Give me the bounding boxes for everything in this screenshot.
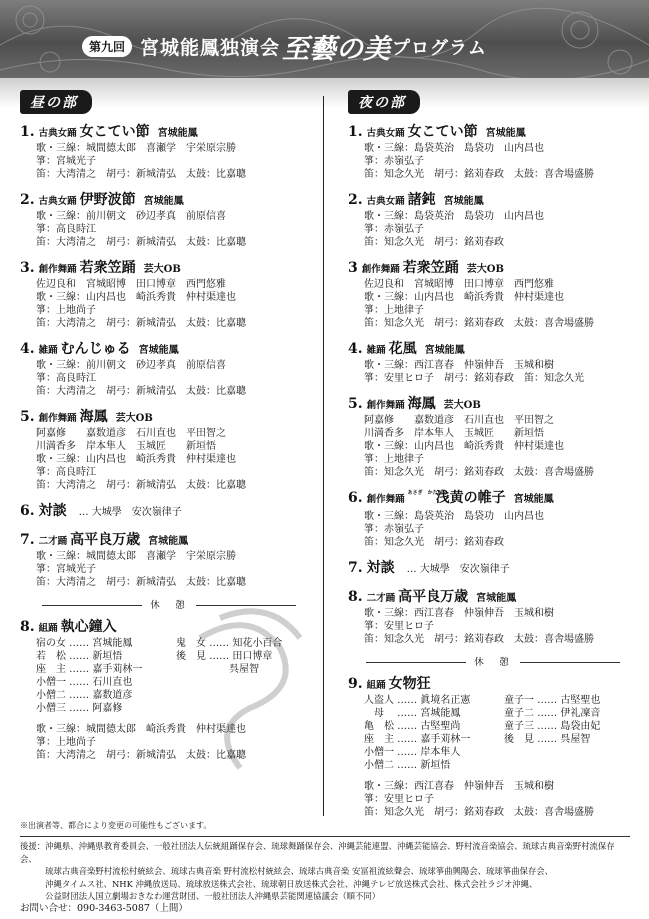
evening-heading: 夜の部 [348,90,420,114]
taidan-item: 7. 対談 … 大城學 安次嶺律子 [348,560,510,576]
item-title: 伊野波節 [79,192,136,208]
cast-row [364,707,638,720]
cast-entry [504,759,634,772]
item-heading [348,490,638,510]
title-brush: 至藝の美 [282,34,391,65]
credit-line: 笛：知念久光 胡弓：銘苅春政 太鼓：喜舎場盛勝 [364,467,594,478]
item-heading [348,192,638,210]
item-number: 2. [20,192,35,208]
sponsors-list [20,836,630,903]
cast-entry: 人盗人 …… 眞境名正憲 [364,695,471,706]
credit-line: 箏：上地律子 [364,305,424,316]
item-performer: 宮城能鳳 [148,536,189,547]
program-item [348,490,638,549]
item-title: 女こてい節 [79,124,150,140]
intermission: 休 憩 [20,597,318,611]
credit-line: 箏：安里ヒロ子 [364,621,434,632]
program-item [348,341,638,385]
credit-line: 阿嘉修 嘉数道彦 石川直也 平田智之 [364,415,554,426]
item-genre: 創作舞踊 [38,264,77,275]
item-title: 海鳳 [407,396,436,412]
cast-row [36,702,318,715]
credit-line: 箏：上地尚子 [36,737,96,748]
credit-line: 笛：知念久光 胡弓：銘苅春政 [364,537,504,548]
cast-entry [176,689,306,702]
cast-entry: 宿の女 …… 宮城能鳳 [36,638,133,649]
item-number: 6. [348,490,363,506]
program-item [20,260,318,330]
program-item [348,124,638,181]
cast-row [364,694,638,707]
cast-entry [504,746,634,759]
item-number: 3 [348,260,358,276]
cast-entry: 後 見 …… 呉屋智 [504,734,591,745]
credit-line: 箏：赤嶺弘子 [364,156,424,167]
title-suffix: プログラム [392,37,487,59]
item-number: 5. [20,409,35,425]
cast-entry: 童子二 …… 伊礼凜音 [504,708,601,719]
title-main: 宮城能鳳独演会 [140,37,281,59]
credit-line: 箏：宮城光子 [36,564,96,575]
item-heading [20,409,318,427]
item-title: 高平良万歳 [398,589,469,605]
item-title: 諸鈍 [407,192,436,208]
item-performer: 宮城能鳳 [513,494,554,505]
item-performer: 宮城能鳳 [476,593,517,604]
credit-line: 歌・三線：山内昌也 崎浜秀貴 仲村渠達也 [36,292,236,303]
item-title: 浅黄の帷子 [435,490,506,506]
title-furigana: あさぎ かたびら [407,490,448,496]
credit-line: 笛：知念久光 胡弓：銘苅春政 太鼓：喜舎場盛勝 [364,318,594,329]
item-performer: 芸大OB [115,413,153,424]
item-title: むんじゅる [60,341,131,357]
credit-line: 箏：安里ヒロ子 胡弓：銘苅春政 笛：知念久光 [364,373,584,384]
credit-line: 笛：知念久光 胡弓：銘苅春政 太鼓：喜舎場盛勝 [364,807,594,818]
item-heading [20,341,318,359]
item-genre: 雑踊 [366,345,386,356]
item-number: 7. [20,532,35,548]
credit-line: 歌・三線：山内昌也 崎浜秀貴 仲村渠達也 [364,441,564,452]
contact-info: お問い合せ：090-3463-5087（上間） [20,903,188,914]
cast-row [36,663,318,676]
item-performer: 宮城能鳳 [443,196,484,207]
program-item [348,260,638,330]
item-genre: 創作舞踊 [361,264,400,275]
item-performer: 宮城能鳳 [138,345,179,356]
cast-row [364,759,638,772]
credit-line: 箏：高良時江 [36,373,96,384]
program-item [348,192,638,249]
item-number: 4. [348,341,363,357]
cast-entry: 小僧二 …… 新垣悟 [364,760,451,771]
credit-line: 笛：大湾清之 胡弓：新城清弘 太鼓：比嘉聰 [36,318,246,329]
credit-line: 箏：安里ヒロ子 [364,794,434,805]
item-genre: 雑踊 [38,345,58,356]
cast-entry [176,676,306,689]
edition-badge: 第九回 [82,36,132,57]
item-heading [348,260,638,278]
cast-list [348,694,638,772]
sponsor-line: 琉球古典音楽野村流松村統絃会、琉球古典音楽 野村流松村統絃会、琉球古典音楽 安冨祖流絃聲会、琉球箏曲興陽会、琉球箏曲保存会、 [20,866,553,876]
credit-line: 歌・三線：城間德太郎 喜瀬学 宇栄原宗勝 [36,551,236,562]
cast-entry: 座 主 …… 嘉手苅林一 [36,664,143,675]
cast-row [364,746,638,759]
sponsor-line: 後援：沖縄県、沖縄県教育委員会、一般社団法人伝統組踊保存会、琉球舞踊保存会、沖縄芸能連盟、沖縄芸能協会、野村流音楽協会、琉球古典音楽野村流保存会、 [20,841,615,864]
credit-line: 川満香多 岸本隼人 玉城匠 新垣悟 [364,428,544,439]
program-item [20,409,318,492]
item-performer: 芸大OB [143,264,181,275]
item-genre: 創作舞踊 [366,400,405,411]
cast-row [36,689,318,702]
cast-entry [176,702,306,715]
intermission: 休 憩 [348,654,638,668]
cast-row [36,637,318,650]
item-genre: 古典女踊 [366,196,405,207]
cast-entry: 鬼 女 …… 知花小百合 [176,638,283,649]
item-title: 若衆笠踊 [79,260,136,276]
credit-line: 箏：宮城光子 [36,156,96,167]
item-genre: 二才踊 [38,536,68,547]
credit-line: 笛：大湾清之 胡弓：新城清弘 太鼓：比嘉聰 [36,577,246,588]
item-genre: 古典女踊 [366,128,405,139]
item-title: 花風 [388,341,417,357]
credit-line: 歌・三線：城間德太郎 崎浜秀貴 仲村渠達也 [36,724,246,735]
program-item [20,341,318,398]
credit-line: 箏：赤嶺弘子 [364,224,424,235]
sponsor-line: 沖縄タイムス社、NHK 沖縄放送局、琉球放送株式会社、琉球朝日放送株式会社、沖縄テレビ放送株式会社、株式会社ラジオ沖縄、 [20,878,538,889]
credit-line: 笛：大湾清之 胡弓：新城清弘 太鼓：比嘉聰 [36,169,246,180]
program-item [20,192,318,249]
credit-line: 歌・三線：山内昌也 崎浜秀貴 仲村渠達也 [36,454,236,465]
item-genre: 古典女踊 [38,196,77,207]
credit-line: 笛：知念久光 胡弓：銘苅春政 [364,237,504,248]
item-heading [20,532,318,550]
item-performer: 芸大OB [443,400,481,411]
item-heading [20,192,318,210]
cast-entry: 亀 松 …… 古堅聖尚 [364,721,461,732]
item-performer: 芸大OB [466,264,504,275]
program-item [348,396,638,479]
credit-line: 笛：大湾清之 胡弓：新城清弘 太鼓：比嘉聰 [36,750,246,761]
taidan-item: 6. 対談 … 大城學 安次嶺律子 [20,503,182,519]
item-title: 高平良万歳 [70,532,141,548]
credit-line: 佐辺良和 宮城昭博 田口博章 西門悠雅 [36,279,226,290]
program-title [82,27,487,66]
kumiodori-item: 8. 組踊 執心鐘入 宿の女 …… 宮城能鳳 鬼 女 …… 知花小百合 若 松 …… 新垣悟 後 見 …… 田口博章 座 主 …… 嘉手苅林一 呉屋智 小僧一 …… 石川直也 小僧二 …… 嘉数道彦 小僧三 …… 阿嘉修 歌・三線：城間德太郎 崎浜秀貴 仲村渠達也 箏：上地尚子 笛：大湾清之 胡弓：新城清弘 太鼓：比嘉聰 [20,619,318,762]
cast-entry: 童子三 …… 島袋由妃 [504,721,601,732]
item-genre: 二才踊 [366,593,396,604]
program-item [348,589,638,646]
cast-row [364,720,638,733]
item-number: 5. [348,396,363,412]
cast-entry: 小僧三 …… 阿嘉修 [36,703,123,714]
item-number: 3. [20,260,35,276]
header-banner [0,0,649,78]
credit-line: 箏：高良時江 [36,224,96,235]
credit-line: 箏：上地尚子 [36,305,96,316]
credit-line: 笛：大湾清之 胡弓：新城清弘 太鼓：比嘉聰 [36,480,246,491]
item-number: 4. [20,341,35,357]
credit-line: 箏：赤嶺弘子 [364,524,424,535]
credit-line: 歌・三線：山内昌也 崎浜秀貴 仲村渠達也 [364,292,564,303]
cast-entry: 小僧二 …… 嘉数道彦 [36,690,133,701]
cast-entry: 呉屋智 [176,664,260,675]
cast-entry: 若 松 …… 新垣悟 [36,651,123,662]
item-number: 8. [348,589,363,605]
credit-line: 佐辺良和 宮城昭博 田口博章 西門悠雅 [364,279,554,290]
matinee-column [20,90,318,773]
credit-line: 歌・三線：島袋英治 島袋功 山内昌也 [364,211,544,222]
credit-line: 歌・三線：西江喜春 仲嶺伸吾 玉城和樹 [364,781,554,792]
cast-list [20,637,318,715]
item-heading [348,341,638,359]
credit-line: 歌・三線：前川朝文 砂辺孝真 前原信喜 [36,211,226,222]
item-performer: 宮城能鳳 [157,128,198,139]
item-genre: 創作舞踊 [38,413,77,424]
item-heading [20,124,318,142]
cast-entry: 小僧一 …… 岸本隼人 [364,747,461,758]
credit-line: 笛：知念久光 胡弓：銘苅春政 太鼓：喜舎場盛勝 [364,169,594,180]
item-performer: 宮城能鳳 [143,196,184,207]
cast-entry: 小僧一 …… 石川直也 [36,677,133,688]
credit-line: 歌・三線：前川朝文 砂辺孝真 前原信喜 [36,360,226,371]
credit-line: 笛：知念久光 胡弓：銘苅春政 太鼓：喜舎場盛勝 [364,634,594,645]
credit-line: 笛：大湾清之 胡弓：新城清弘 太鼓：比嘉聰 [36,237,246,248]
change-notice: ※出演者等、都合により変更の可能性もございます。 [20,821,212,830]
credit-line: 阿嘉修 嘉数道彦 石川直也 平田智之 [36,428,226,439]
item-heading [348,589,638,607]
credit-line: 歌・三線：島袋英治 島袋功 山内昌也 [364,143,544,154]
item-heading [20,260,318,278]
program-item [20,532,318,589]
evening-column [348,90,638,830]
cast-entry: 童子一 …… 古堅聖也 [504,695,601,706]
cast-row [36,676,318,689]
credit-line: 箏：高良時江 [36,467,96,478]
item-performer: 宮城能鳳 [485,128,526,139]
credit-line: 歌・三線：城間德太郎 喜瀬学 宇栄原宗勝 [36,143,236,154]
kumiodori-item: 9. 組踊 女物狂 人盗人 …… 眞境名正憲 童子一 …… 古堅聖也 母 …… 宮城能鳳 童子二 …… 伊礼凜音 亀 松 …… 古堅聖尚 童子三 …… 島袋由妃 座 主 …… 嘉手苅林一 後 見 …… 呉屋智 小僧一 …… 岸本隼人 小僧二 …… 新垣悟 歌・三線：西江喜春 仲嶺伸吾 玉城和樹 箏：安里ヒロ子 笛：知念久光 胡弓：銘苅春政 太鼓：喜舎場盛勝 [348,676,638,819]
item-heading [348,396,638,414]
item-genre: 創作舞踊 [366,494,405,505]
item-title: 海鳳 [79,409,108,425]
item-performer: 宮城能鳳 [424,345,465,356]
item-genre: 古典女踊 [38,128,77,139]
cast-entry: 母 …… 宮城能鳳 [364,708,461,719]
item-title: 女こてい節 [407,124,478,140]
credit-line: 箏：上地律子 [364,454,424,465]
matinee-heading: 昼の部 [20,90,92,114]
item-title: 若衆笠踊 [402,260,459,276]
cast-row [364,733,638,746]
column-divider [323,96,324,816]
cast-row [36,650,318,663]
cast-entry: 後 見 …… 田口博章 [176,651,273,662]
cast-entry: 座 主 …… 嘉手苅林一 [364,734,471,745]
item-number: 2. [348,192,363,208]
item-number: 1. [348,124,363,140]
credit-line: 川満香多 岸本隼人 玉城匠 新垣悟 [36,441,216,452]
sponsor-line: 公益財団法人国立劇場おきなわ運営財団、一般社団法人沖縄県芸能関連協議会（順不同） [20,891,381,901]
item-heading [348,124,638,142]
credit-line: 笛：大湾清之 胡弓：新城清弘 太鼓：比嘉聰 [36,386,246,397]
item-number: 1. [20,124,35,140]
credit-line: 歌・三線：島袋英治 島袋功 山内昌也 [364,511,544,522]
credit-line: 歌・三線：西江喜春 仲嶺伸吾 玉城和樹 [364,360,554,371]
credit-line: 歌・三線：西江喜春 仲嶺伸吾 玉城和樹 [364,608,554,619]
program-item [20,124,318,181]
